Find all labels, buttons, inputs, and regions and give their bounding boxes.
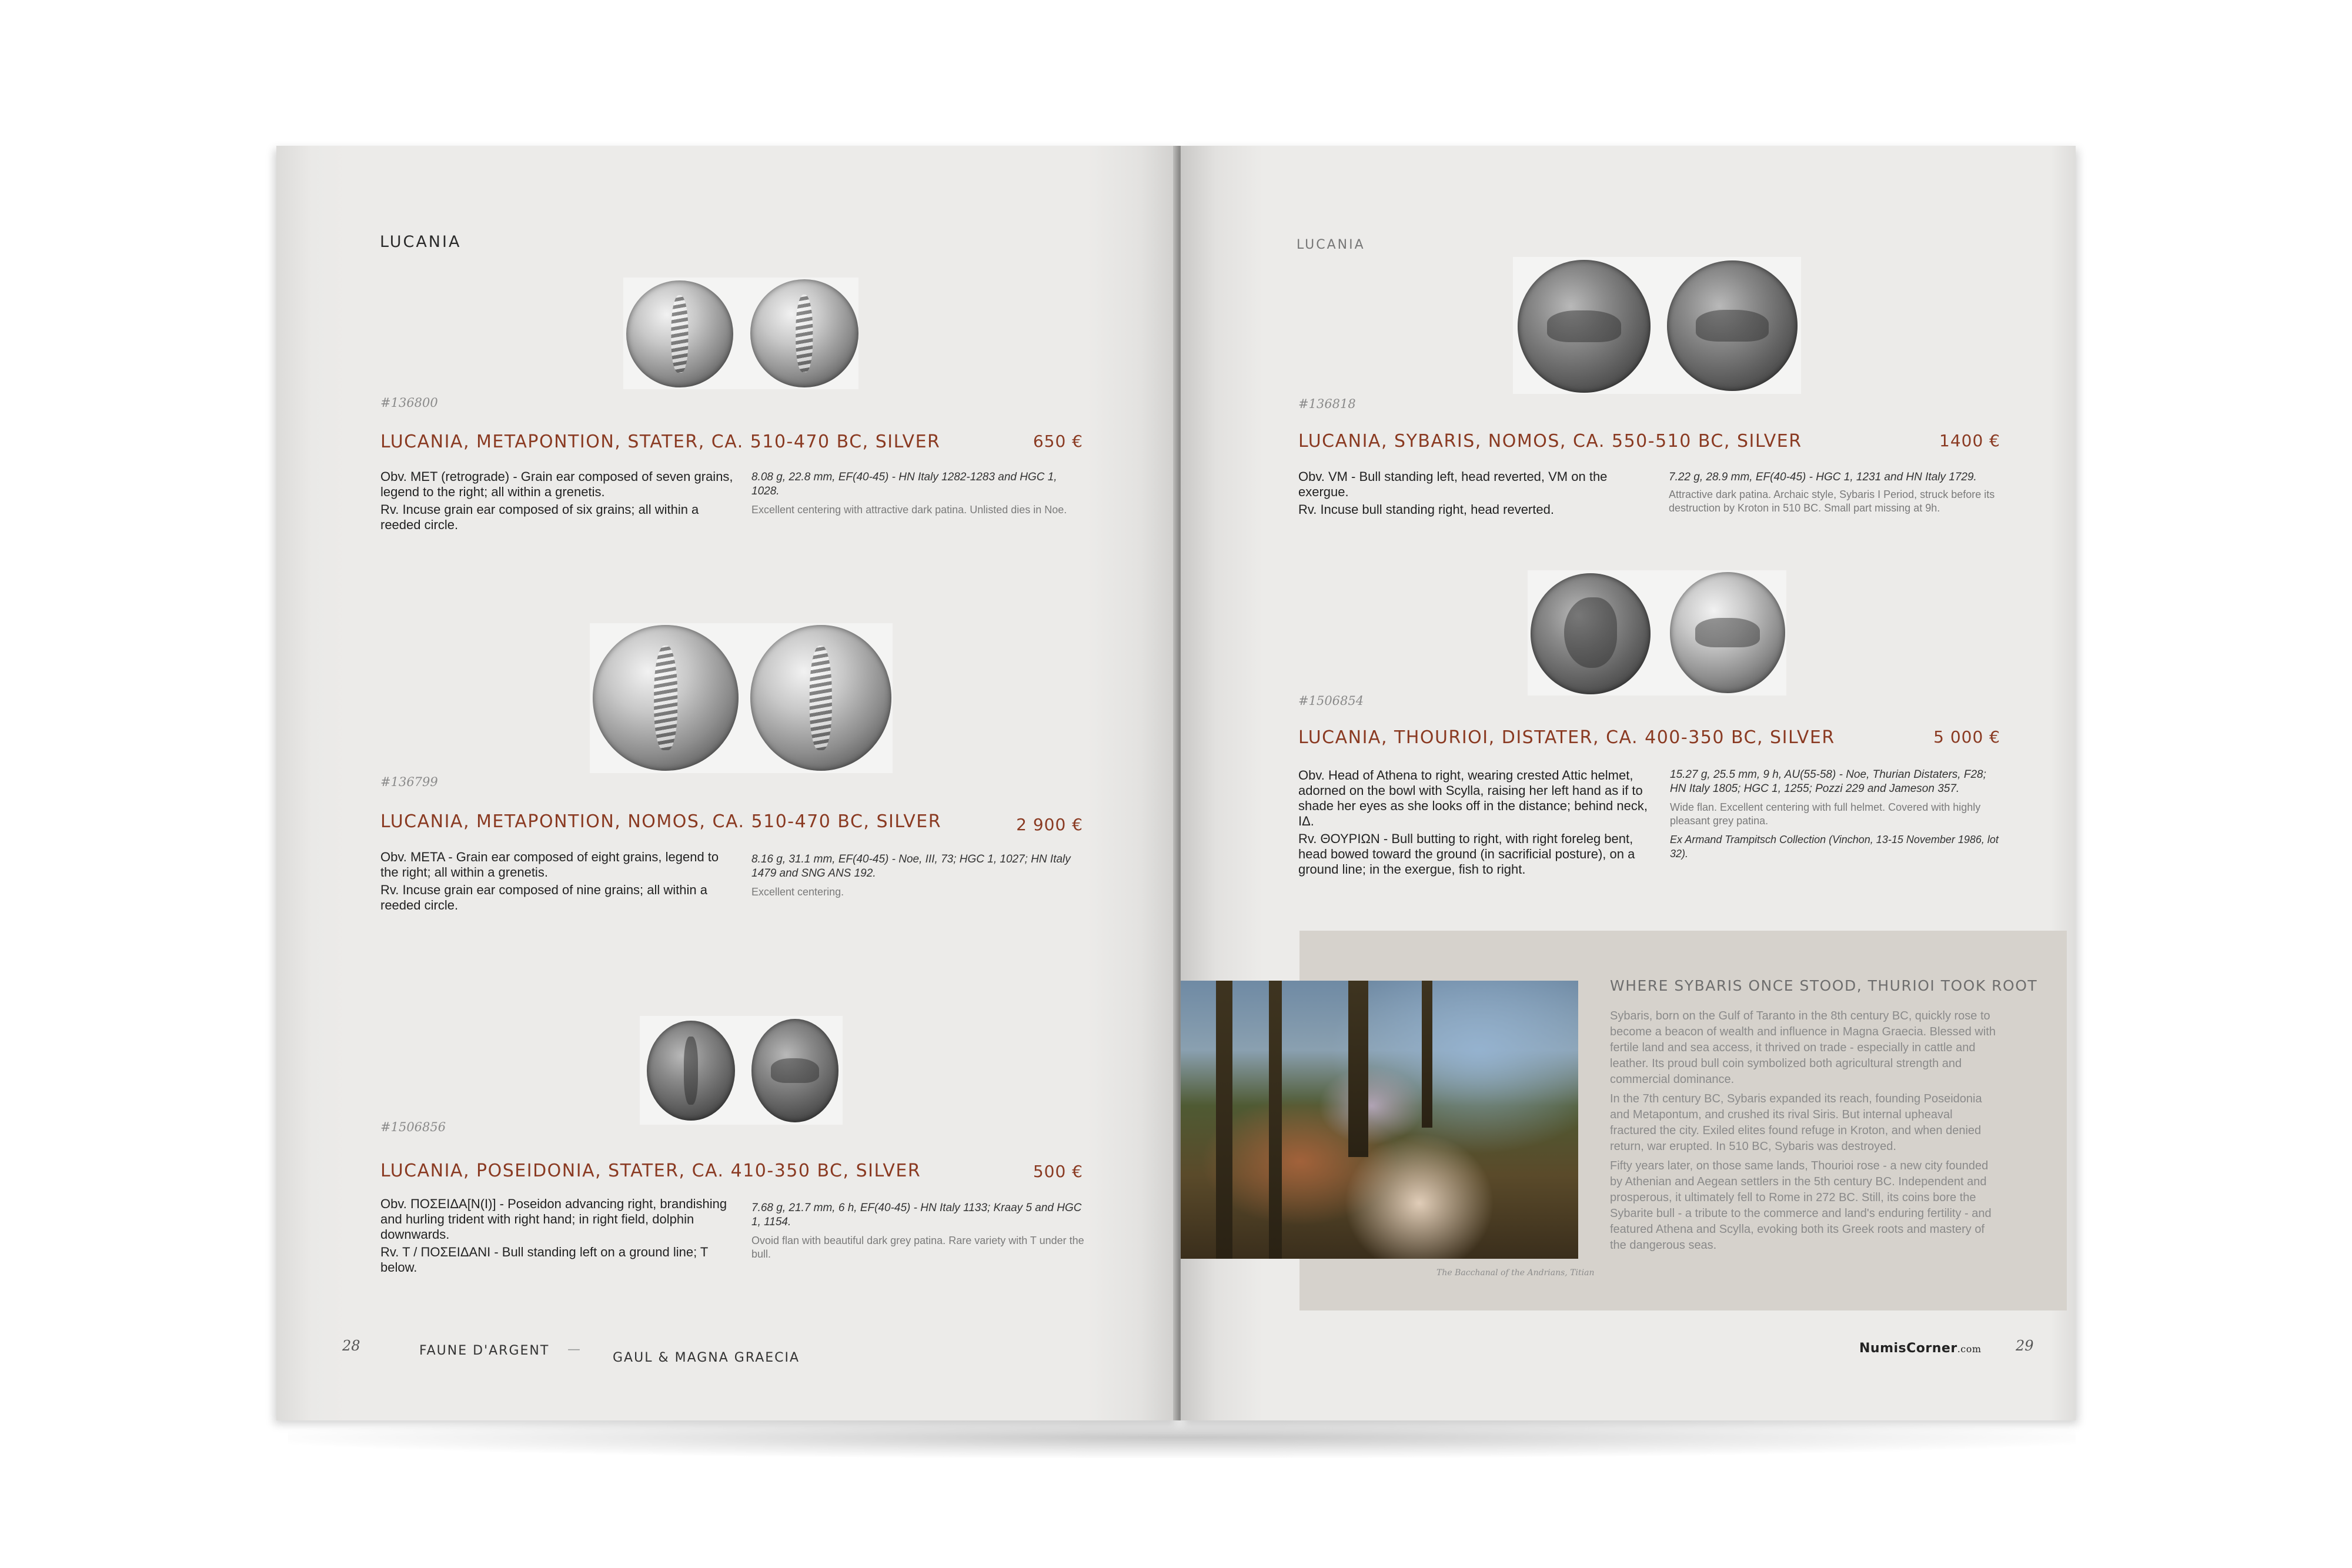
painting-caption: The Bacchanal of the Andrians, Titian <box>1436 1268 1595 1278</box>
coin-obverse <box>626 280 733 387</box>
lot-title: LUCANIA, METAPONTION, NOMOS, CA. 510-470 BC, SILVER <box>380 811 942 832</box>
lot-description <box>1298 768 1648 880</box>
coin-photo-1506854 <box>1528 570 1786 696</box>
lot-title: LUCANIA, THOURIOI, DISTATER, CA. 400-350 BC, SILVER <box>1298 727 1835 748</box>
reverse-text: Rv. Incuse bull standing right, head reverted. <box>1298 502 1554 517</box>
lot-metrics: 15.27 g, 25.5 mm, 9 h, AU(55-58) - Noe, Thurian Distaters, F28; HN Italy 1805; HGC 1, 1255; Pozzi 229 and Jameson 357. <box>1670 768 1986 795</box>
lot-title: LUCANIA, METAPONTION, STATER, CA. 510-470 BC, SILVER <box>380 432 941 452</box>
lot-metrics: 8.08 g, 22.8 mm, EF(40-45) - HN Italy 1282-1283 and HGC 1, 1028. <box>751 471 1057 497</box>
lot-ref: #136818 <box>1298 397 1356 411</box>
obverse-text: Obv. MET (retrograde) - Grain ear composed of seven grains, legend to the right; all within a grenetis. <box>380 469 733 499</box>
right-section-heading: LUCANIA <box>1297 238 1365 252</box>
lot-price: 5 000 € <box>1933 727 2000 747</box>
lot-details <box>751 1201 1087 1261</box>
lot-title: LUCANIA, POSEIDONIA, STATER, CA. 410-350 BC, SILVER <box>380 1161 921 1181</box>
lot-ref: #136799 <box>380 775 438 789</box>
lot-description <box>1298 469 1651 520</box>
lot-note: Excellent centering. <box>751 886 844 898</box>
coin-obverse <box>1531 573 1651 694</box>
lot-provenance: Ex Armand Trampitsch Collection (Vinchon, 13-15 November 1986, lot 32). <box>1670 834 1999 860</box>
lot-details <box>1669 470 2004 515</box>
reverse-text: Rv. Incuse grain ear composed of six grains; all within a reeded circle. <box>380 502 699 532</box>
footer-chapter: GAUL & MAGNA GRAECIA <box>613 1350 800 1365</box>
lot-price: 500 € <box>1033 1162 1083 1181</box>
coin-obverse <box>647 1021 735 1121</box>
coin-reverse <box>750 625 891 771</box>
page-number-right: 29 <box>2016 1338 2034 1354</box>
coin-reverse <box>1670 572 1785 693</box>
lot-note: Ovoid flan with beautiful dark grey patina. Rare variety with T under the bull. <box>751 1235 1084 1260</box>
lot-note: Attractive dark patina. Archaic style, Sybaris I Period, struck before its destruction by Kroton in 510 BC. Small part missing at 9h. <box>1669 489 1995 514</box>
coin-obverse <box>1518 260 1651 393</box>
left-section-heading: LUCANIA <box>380 233 462 251</box>
coin-obverse <box>593 625 739 771</box>
lot-metrics: 7.22 g, 28.9 mm, EF(40-45) - HGC 1, 1231 and HN Italy 1729. <box>1669 471 1977 483</box>
coin-reverse <box>751 1019 838 1122</box>
lot-note: Excellent centering with attractive dark patina. Unlisted dies in Noe. <box>751 504 1067 516</box>
reverse-text: Rv. ΘΟΥΡΙΩΝ - Bull butting to right, with right foreleg bent, head bowed toward the ground (in sacrificial posture), on a ground line; in the exergue, fish to right. <box>1298 831 1635 877</box>
lot-ref: #136800 <box>380 396 438 410</box>
lot-price: 2 900 € <box>1016 815 1083 834</box>
obverse-text: Obv. META - Grain ear composed of eight grains, legend to the right; all within a grenetis. <box>380 850 719 880</box>
feature-paragraph: Sybaris, born on the Gulf of Taranto in the 8th century BC, quickly rose to become a beacon of wealth and influence in Magna Graecia. Blessed with fertile land and sea access, it thrived on trade - especially in cattle and leather. Its proud bull coin symbolized both agricultural strength and commercial dominance. <box>1610 1009 1996 1086</box>
coin-reverse <box>750 279 858 387</box>
page-number-left: 28 <box>342 1338 360 1354</box>
footer-publication: FAUNE D'ARGENT <box>419 1343 550 1358</box>
coin-photo-136799 <box>590 623 893 773</box>
lot-price: 650 € <box>1033 432 1083 451</box>
coin-photo-1506856 <box>640 1016 843 1125</box>
obverse-text: Obv. VM - Bull standing left, head reverted, VM on the exergue. <box>1298 469 1608 499</box>
footer-separator: — <box>567 1342 582 1357</box>
feature-body <box>1610 1008 2001 1257</box>
lot-details <box>1670 768 2005 861</box>
coin-reverse <box>1667 260 1798 391</box>
lot-description <box>380 850 733 915</box>
lot-details <box>751 852 1087 899</box>
lot-price: 1400 € <box>1939 431 2000 450</box>
lot-ref: #1506856 <box>380 1120 446 1134</box>
obverse-text: Obv. ΠΟΣΕΙΔΑ[Ν(Ι)] - Poseidon advancing right, brandishing and hurling trident with right hand; in right field, dolphin downwards. <box>380 1196 727 1242</box>
book-shadow <box>288 1417 2076 1458</box>
lot-details <box>751 470 1087 517</box>
lot-metrics: 8.16 g, 31.1 mm, EF(40-45) - Noe, III, 73; HGC 1, 1027; HN Italy 1479 and SNG ANS 192. <box>751 853 1071 880</box>
lot-ref: #1506854 <box>1298 694 1364 708</box>
feature-title: WHERE SYBARIS ONCE STOOD, THURIOI TOOK ROOT <box>1610 977 2038 994</box>
lot-note: Wide flan. Excellent centering with full helmet. Covered with highly pleasant grey patina. <box>1670 801 1981 827</box>
lot-description <box>380 469 733 535</box>
feature-paragraph: In the 7th century BC, Sybaris expanded its reach, founding Poseidonia and Metapontum, and crushed its rival Siris. But internal upheaval fractured the city. Exiled elites found refuge in Kroton, and when denied return, war erupted. In 510 BC, Sybaris was destroyed. <box>1610 1092 1982 1153</box>
feature-paragraph: Fifty years later, on those same lands, Thourioi rose - a new city founded by Athenian and Aegean settlers in the 5th century BC. Independent and prosperous, it ultimately fell to Rome in 272 BC. Still, its coins bore the Sybarite bull - a tribute to the commerce and land's enduring fertility - and featured Athena and Scylla, evoking both its Greek roots and mastery of the dangerous seas. <box>1610 1159 1992 1252</box>
coin-photo-136800 <box>623 278 858 389</box>
lot-description <box>380 1196 733 1278</box>
lot-metrics: 7.68 g, 21.7 mm, 6 h, EF(40-45) - HN Italy 1133; Kraay 5 and HGC 1, 1154. <box>751 1202 1082 1228</box>
reverse-text: Rv. T / ΠΟΣΕΙΔΑΝΙ - Bull standing left on a ground line; T below. <box>380 1245 708 1275</box>
obverse-text: Obv. Head of Athena to right, wearing crested Attic helmet, adorned on the bowl with Scylla, raising her left hand as if to shade her eyes as she looks off in the distance; behind neck, ΙΔ. <box>1298 768 1648 828</box>
painting-image <box>1181 981 1578 1259</box>
reverse-text: Rv. Incuse grain ear composed of nine grains; all within a reeded circle. <box>380 882 707 912</box>
coin-photo-136818 <box>1513 257 1801 394</box>
numiscorner-logo: NumisCorner.com <box>1859 1341 1982 1356</box>
lot-title: LUCANIA, SYBARIS, NOMOS, CA. 550-510 BC, SILVER <box>1298 431 1802 452</box>
